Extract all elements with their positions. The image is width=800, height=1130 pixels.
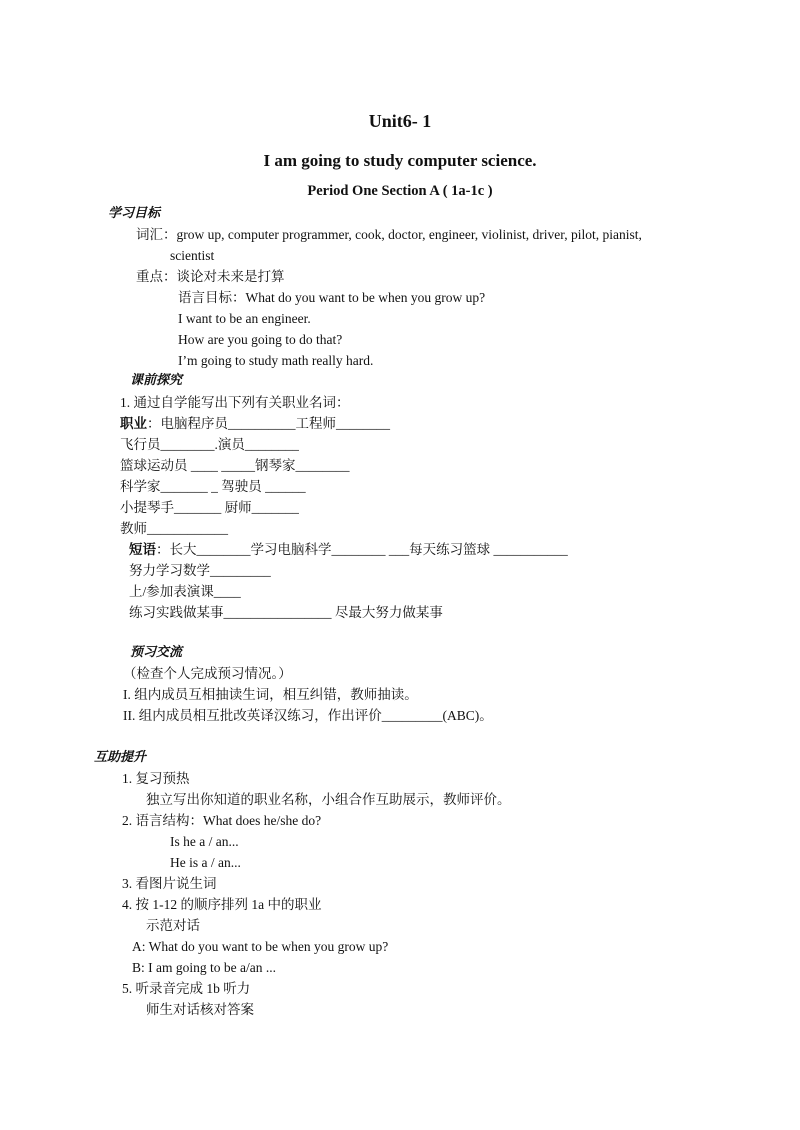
language-example-3: I’m going to study math really hard. [178, 353, 374, 368]
step-5-sub: 师生对话核对答案 [146, 1002, 254, 1017]
jobs-line [120, 415, 390, 433]
page-title: Unit6- 1 [368, 111, 432, 131]
phrases-line-4: 练习实践做某事________________ 尽最大努力做某事 [129, 605, 443, 620]
step-2-example-b: He is a / an... [170, 855, 241, 870]
jobs-line-5: 小提琴手_______ 厨师_______ [120, 500, 299, 515]
exchange-heading: 预习交流 [130, 645, 183, 660]
exchange-note: （检查个人完成预习情况。） [123, 666, 292, 681]
step-5: 5. 听录音完成 1b 听力 [122, 981, 251, 996]
dialog-b: B: I am going to be a/an ... [132, 960, 276, 975]
dialog-a: A: What do you want to be when you grow up? [132, 939, 389, 954]
mutual-heading: 互助提升 [94, 750, 147, 765]
preview-question-1: 1. 通过自学能写出下列有关职业名词： [120, 395, 350, 410]
step-1: 1. 复习预热 [122, 771, 190, 786]
objectives-heading: 学习目标 [108, 206, 161, 221]
step-4-sub: 示范对话 [146, 918, 200, 933]
exchange-item-ii: II. 组内成员相互批改英译汉练习，作出评价_________(ABC)。 [123, 708, 493, 723]
phrases-blanks: ：长大________学习电脑科学________ ___每天练习篮球 ___________ [156, 542, 568, 557]
vocab-line: 词汇：grow up, computer programmer, cook, doctor, engineer, violinist, driver, pilot, pianist, [136, 227, 642, 242]
step-3: 3. 看图片说生词 [122, 876, 217, 891]
key-point-line: 重点：谈论对未来是打算 [136, 269, 285, 284]
step-2: 2. 语言结构：What does he/she do? [122, 813, 322, 828]
jobs-line-2: 飞行员________.演员________ [120, 437, 299, 452]
step-1-desc: 独立写出你知道的职业名称，小组合作互助展示，教师评价。 [146, 792, 511, 807]
vocab-line-cont: scientist [170, 248, 215, 263]
phrases-line-3: 上/参加表演课____ [129, 584, 241, 599]
phrases-line [129, 541, 568, 559]
step-4: 4. 按 1-12 的顺序排列 1a 中的职业 [122, 897, 322, 912]
phrases-line-2: 努力学习数学_________ [129, 563, 271, 578]
jobs-line-6: 教师____________ [120, 521, 228, 536]
step-2-example-a: Is he a / an... [170, 834, 239, 849]
language-goal-line: 语言目标：What do you want to be when you grow up? [178, 290, 486, 305]
jobs-line-3: 篮球运动员 ____ _____钢琴家________ [120, 458, 350, 473]
jobs-blanks: ：电脑程序员__________工程师________ [147, 416, 390, 431]
language-example-2: How are you going to do that? [178, 332, 343, 347]
exchange-item-i: I. 组内成员互相抽读生词，相互纠错，教师抽读。 [123, 687, 418, 702]
jobs-line-4: 科学家_______ _ 驾驶员 ______ [120, 479, 306, 494]
jobs-label: 职业 [120, 416, 147, 431]
preview-heading: 课前探究 [130, 373, 183, 388]
language-example-1: I want to be an engineer. [178, 311, 311, 326]
lesson-subtitle: I am going to study computer science. [263, 151, 537, 170]
period-heading: Period One Section A ( 1a-1c ) [307, 183, 493, 199]
phrases-label: 短语 [129, 542, 156, 557]
